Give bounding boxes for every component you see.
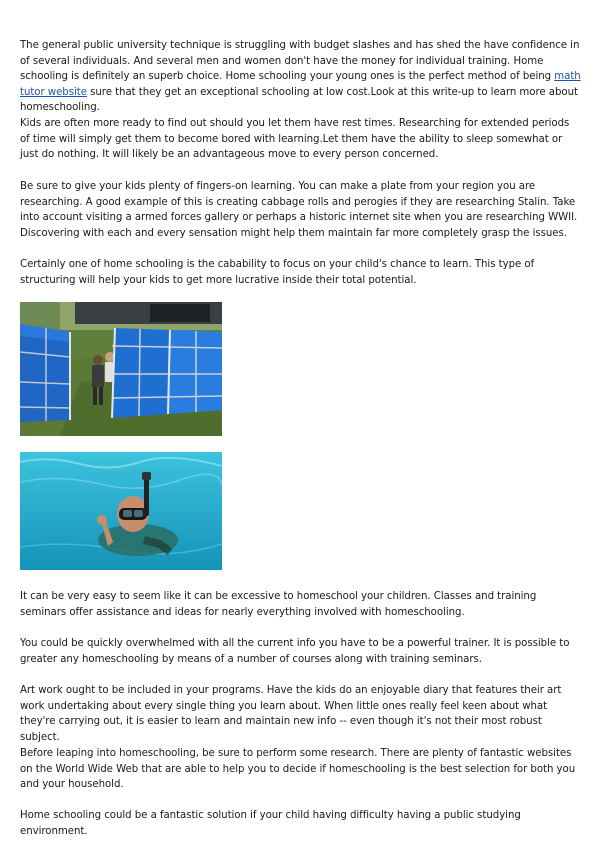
pool-snorkel-illustration [20, 452, 222, 570]
fence-panels-illustration [20, 302, 222, 436]
photo-fence-panels [20, 302, 222, 436]
photo-pool-snorkel [20, 452, 222, 570]
paragraph-4: Certainly one of home schooling is the cabability to focus on your child's chance to learn. This type of structuring will help your kids to get more lucrative inside their total potential. [20, 259, 535, 286]
paragraph-1-text-after: sure that they get an exceptional schooling at low cost.Look at this write-up to learn more about homeschooling. [20, 86, 578, 113]
math-tutor-website-link[interactable]: math tutor website [20, 71, 581, 98]
paragraph-1-text-before: The general public university technique is struggling with budget slashes and has shed the have confidence in of several individuals. And several men and women don't have the money for individual training. Home schooling is definitely an superb choice. Home schooling your young ones is the perfect method of being [20, 40, 580, 82]
paragraph-2: Kids are often more ready to find out should you let them have rest times. Researching for extended periods of time will simply get them to become bored with learning.Let them have the ability to sleep somewhat or just do nothing. It will likely be an advantageous move to every person concerned. [20, 118, 570, 160]
paragraph-5: It can be very easy to seem like it can be excessive to homeschool your children. Classes and training seminars offer assistance and ideas for nearly everything involved with homeschooling. [20, 591, 537, 618]
paragraph-3: Be sure to give your kids plenty of fingers-on learning. You can make a plate from your region you are researching. A good example of this is creating cabbage rolls and perogies if they are researching Stalin. Take into account visiting a armed forces gallery or perhaps a historic internet site when you are researching WWII. Discovering with each and every sensation might help them maintain far more completely grasp the issues. [20, 181, 578, 239]
paragraph-6: You could be quickly overwhelmed with all the current info you have to be a powerful trainer. It is possible to greater any homeschooling by means of a number of courses along with training seminars. [20, 638, 570, 665]
paragraph-8: Before leaping into homeschooling, be sure to perform some research. There are plenty of fantastic websites on the World Wide Web that are able to help you to decide if homeschooling is the best selection for both you and your household. [20, 748, 576, 790]
paragraph-7: Art work ought to be included in your programs. Have the kids do an enjoyable diary that features their art work undertaking about every single thing you learn about. When little ones really feel keen about what they're carrying out, it is easier to learn and maintain new info -- even though it's not their most robust subject. [20, 685, 562, 743]
paragraph-9: Home schooling could be a fantastic solution if your child having difficulty having a public studying environment. [20, 810, 521, 837]
paragraph-1 [20, 38, 582, 116]
